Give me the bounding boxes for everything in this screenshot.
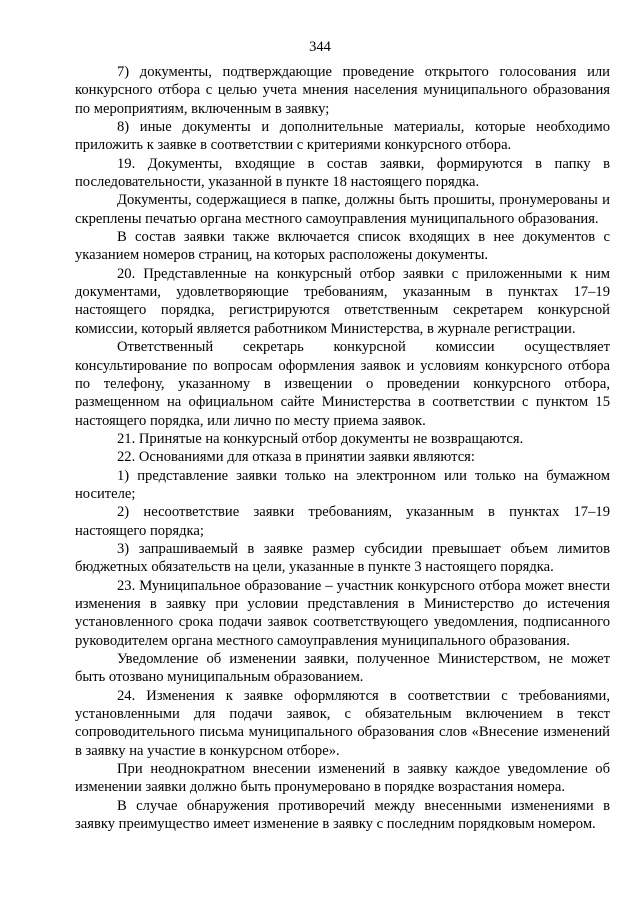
- paragraph-document-list: В состав заявки также включается список входящих в нее документов с указанием номеров страниц, на которых расположены документы.: [75, 229, 610, 264]
- paragraph-secretary-consulting: Ответственный секретарь конкурсной комиссии осуществляет консультирование по вопросам оформления заявок и условиям конкурсного отбора по телефону, указанному в извещении о проведении конкурсного отбора, размещенном на официальном сайте Министерства в соответствии с пунктом 15 настоящего порядка, или лично по месту приема заявок.: [75, 339, 610, 429]
- page-number: 344: [309, 39, 331, 55]
- paragraph-refusal-3: 3) запрашиваемый в заявке размер субсидии превышает объем лимитов бюджетных обязательств на цели, указанные в пункте 3 настоящего порядка.: [75, 540, 610, 576]
- paragraph-clause-20: 20. Представленные на конкурсный отбор заявки с приложенными к ним документами, удовлетворяющие требованиям, указанным в пунктах 17–19 настоящего порядка, регистрируются ответственным секретарем конкурсной комиссии, который является работником Министерства, в журнале регистрации.: [75, 265, 610, 337]
- paragraph-refusal-1: 1) представление заявки только на электронном или только на бумажном носителе;: [75, 467, 610, 502]
- paragraph-clause-19: 19. Документы, входящие в состав заявки, формируются в папку в последовательности, указанной в пункте 18 настоящего порядка.: [75, 155, 610, 191]
- paragraph-item-7: 7) документы, подтверждающие проведение открытого голосования или конкурсного отбора с целью учета мнения населения муниципального образования по мероприятиям, включенным в заявку;: [75, 64, 610, 117]
- paragraph-clause-24: 24. Изменения к заявке оформляются в соответствии с требованиями, установленными для подачи заявок, с обязательным включением в текст сопроводительного письма муниципального образования слов «Внесение изменений в заявку на участие в конкурсном отборе».: [75, 687, 610, 759]
- paragraph-notice-numbering: При неоднократном внесении изменений в заявку каждое уведомление об изменении заявки должно быть пронумеровано в порядке возрастания номера.: [75, 761, 610, 796]
- paragraph-clause-21: 21. Принятые на конкурсный отбор документы не возвращаются.: [117, 430, 524, 447]
- paragraph-notice-irrevocable: Уведомление об изменении заявки, полученное Министерством, не может быть отозвано муниципальным образованием.: [75, 651, 610, 686]
- paragraph-refusal-2: 2) несоответствие заявки требованиям, указанным в пунктах 17–19 настоящего порядка;: [75, 504, 610, 539]
- paragraph-folder-requirements: Документы, содержащиеся в папке, должны быть прошиты, пронумерованы и скреплены печатью органа местного самоуправления муниципального образования.: [75, 192, 610, 227]
- paragraph-clause-23: 23. Муниципальное образование – участник конкурсного отбора может внести изменения в заявку при условии представления в Министерство до истечения установленного срока подачи заявок соответствующего уведомления, подписанного руководителем органа местного самоуправления муниципального образования.: [75, 577, 610, 649]
- document-body: [75, 63, 610, 833]
- paragraph-item-8: 8) иные документы и дополнительные материалы, которые необходимо приложить к заявке в соответствии с критериями конкурсного отбора.: [75, 119, 610, 154]
- paragraph-clause-22: 22. Основаниями для отказа в принятии заявки являются:: [117, 449, 475, 466]
- paragraph-contradictions: В случае обнаружения противоречий между внесенными изменениями в заявку преимущество имеет изменение в заявку с последним порядковым номером.: [75, 797, 610, 833]
